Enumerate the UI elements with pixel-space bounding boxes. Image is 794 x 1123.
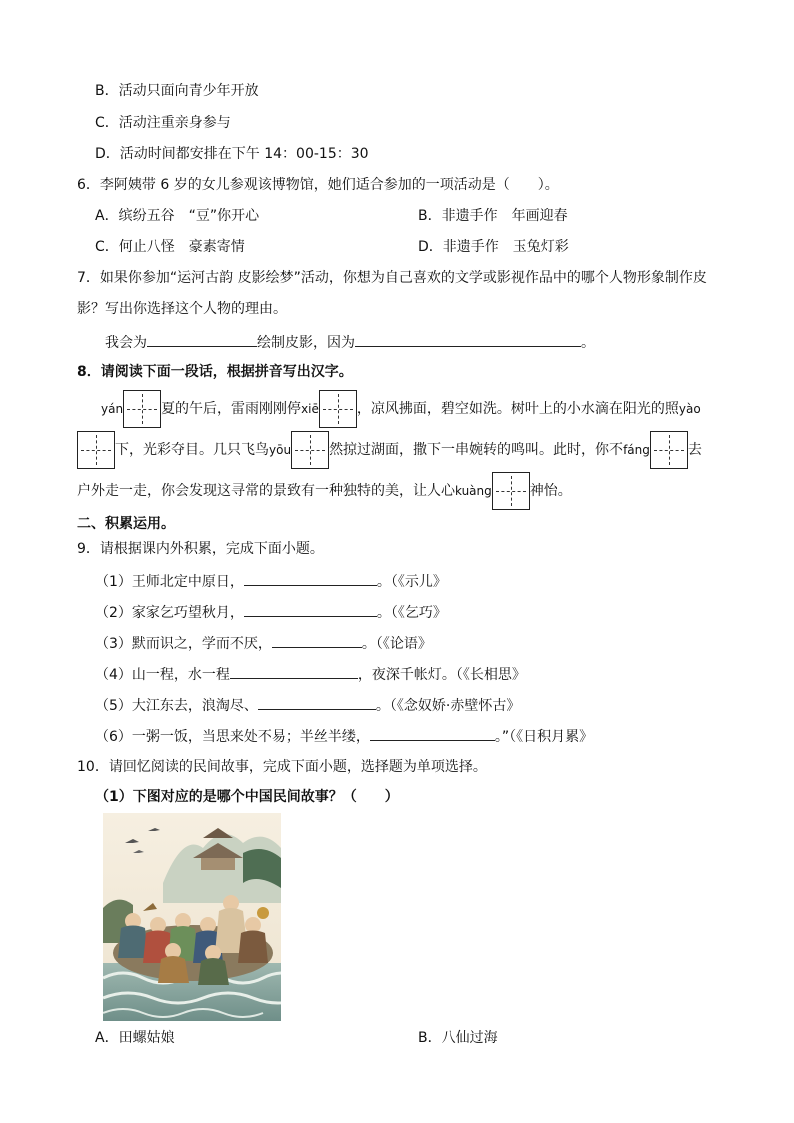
pinyin-kuang: kuàng <box>455 484 492 498</box>
q9-item-2 <box>95 601 447 623</box>
q9-item-1-blank[interactable] <box>244 570 377 586</box>
q7-stem-line2: 影？写出你选择这个人物的理由。 <box>77 301 287 317</box>
q9-item-6 <box>95 725 593 747</box>
eight-immortals-illustration <box>103 813 281 1021</box>
q5-option-d: D．活动时间都安排在下午 14：00-15：30 <box>95 146 369 162</box>
q8-text-2: ，凉风拂面，碧空如洗。树叶上的小水滴在阳光的照 <box>356 401 679 417</box>
q7-stem-line1: 7．如果你参加“运河古韵 皮影绘梦”活动，你想为自己喜欢的文学或影视作品中的哪个人物形象制作皮 <box>77 270 707 286</box>
q9-item-2-blank[interactable] <box>244 601 377 617</box>
q9-item-5-source: 。（《念奴娇·赤壁怀古》 <box>375 698 521 714</box>
q9-item-1 <box>95 570 447 592</box>
q9-item-6-source: 。”（《日积月累》 <box>494 729 594 745</box>
q7-answer-middle: 绘制皮影，因为 <box>257 335 355 351</box>
tianzige-box-2[interactable] <box>319 390 357 428</box>
tianzige-box-3[interactable] <box>77 431 115 469</box>
q10-option-b: B．八仙过海 <box>418 1030 498 1046</box>
q9-item-1-source: 。（《示儿》 <box>376 574 447 590</box>
q8-text-5: 去 <box>687 442 702 458</box>
q6-option-b: B．非遗手作 年画迎春 <box>418 208 568 224</box>
q9-item-5-prompt: （5）大江东去，浪淘尽、 <box>95 698 258 714</box>
pinyin-yao: yào <box>678 402 701 416</box>
q7-answer-end: 。 <box>581 335 595 351</box>
q8-text-1: 夏的午后，雷雨刚刚停 <box>161 401 302 417</box>
q9-item-5-blank[interactable] <box>258 694 376 710</box>
q8-text-3: 下，光彩夺目。几只飞鸟 <box>115 442 269 458</box>
q10-option-a: A．田螺姑娘 <box>95 1030 175 1046</box>
q8-text-6: 户外走一走，你会发现这寻常的景致有一种独特的美，让人心 <box>77 483 455 499</box>
q7-answer-line <box>105 331 595 353</box>
q8-line3 <box>77 471 572 511</box>
q5-option-b: B．活动只面向青少年开放 <box>95 83 259 99</box>
q9-stem: 9．请根据课内外积累，完成下面小题。 <box>77 541 324 557</box>
q6-option-c: C．何止八怪 豪素寄情 <box>95 239 245 255</box>
tianzige-box-6[interactable] <box>492 472 530 510</box>
q9-item-3 <box>95 632 432 654</box>
q10-sub1: （1）下图对应的是哪个中国民间故事？（ ） <box>95 789 399 805</box>
q9-item-3-prompt: （3）默而识之，学而不厌， <box>95 636 272 652</box>
tianzige-box-5[interactable] <box>650 431 688 469</box>
q9-item-4 <box>95 663 526 685</box>
q9-item-2-source: 。（《乞巧》 <box>376 605 447 621</box>
q7-character-blank[interactable] <box>147 331 257 347</box>
q9-item-3-blank[interactable] <box>272 632 362 648</box>
q6-option-a: A．缤纷五谷 “豆”你开心 <box>95 208 260 224</box>
pinyin-xie: xiē <box>301 402 319 416</box>
section-2-heading: 二、积累运用。 <box>77 516 175 532</box>
pinyin-fang: fáng <box>623 443 650 457</box>
q9-item-3-source: 。（《论语》 <box>361 636 432 652</box>
q6-option-d: D．非遗手作 玉兔灯彩 <box>418 239 569 255</box>
q9-item-4-source: ，夜深千帐灯。（《长相思》 <box>357 667 526 683</box>
q9-item-2-prompt: （2）家家乞巧望秋月， <box>95 605 244 621</box>
q9-item-4-prompt: （4）山一程，水一程 <box>95 667 230 683</box>
q9-item-6-prompt: （6）一粥一饭，当思来处不易；半丝半缕， <box>95 729 370 745</box>
pinyin-yan: yán <box>101 402 124 416</box>
tianzige-box-4[interactable] <box>291 431 329 469</box>
q6-stem: 6．李阿姨带 6 岁的女儿参观该博物馆，她们适合参加的一项活动是（ ）。 <box>77 177 559 193</box>
q9-item-6-blank[interactable] <box>370 725 495 741</box>
q8-text-4: 然掠过湖面，撒下一串婉转的鸣叫。此时，你不 <box>329 442 624 458</box>
q8-stem: 8．请阅读下面一段话，根据拼音写出汉字。 <box>77 364 353 380</box>
q9-item-1-prompt: （1）王师北定中原日， <box>95 574 244 590</box>
q5-option-c: C．活动注重亲身参与 <box>95 115 231 131</box>
q8-line2 <box>77 430 702 470</box>
q8-line1 <box>101 389 701 429</box>
pinyin-you: yōu <box>269 443 292 457</box>
q7-answer-prefix: 我会为 <box>105 335 147 351</box>
q7-reason-blank[interactable] <box>355 331 581 347</box>
q9-item-5 <box>95 694 520 716</box>
tianzige-box-1[interactable] <box>123 390 161 428</box>
q8-text-7: 神怡。 <box>529 483 572 499</box>
q10-stem: 10．请回忆阅读的民间故事，完成下面小题，选择题为单项选择。 <box>77 759 487 775</box>
q9-item-4-blank[interactable] <box>230 663 358 679</box>
